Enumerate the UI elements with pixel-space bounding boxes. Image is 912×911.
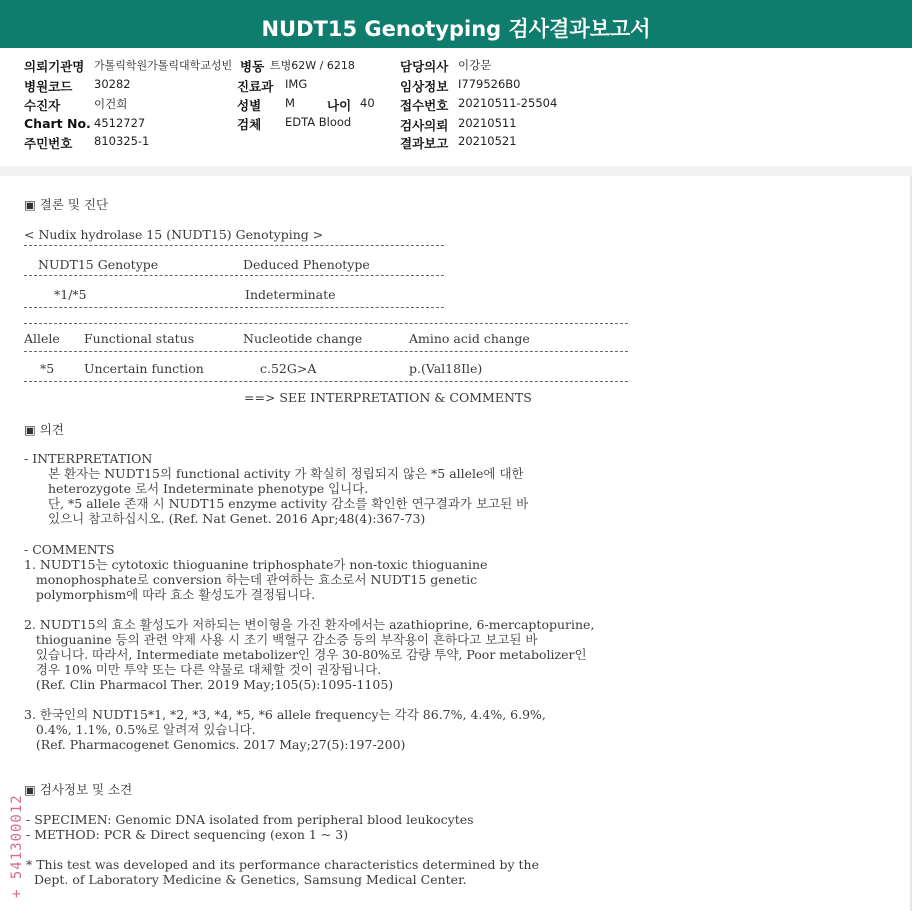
department-value: IMG: [285, 77, 308, 91]
test-request-label: 검사의뢰: [400, 118, 449, 133]
comment-line: 0.4%, 1.1%, 0.5%로 알려져 있습니다.: [24, 722, 256, 737]
receipt-no-value: 20210511-25504: [458, 96, 558, 110]
divider: [24, 351, 628, 352]
interpretation-line: 있으니 참고하십시오. (Ref. Nat Genet. 2016 Apr;48(4):367-73): [48, 511, 426, 526]
comment-line: (Ref. Pharmacogenet Genomics. 2017 May;27(5):197-200): [24, 737, 406, 752]
comment-line: 경우 10% 미만 투약 또는 다른 약물로 대체할 것이 권장됩니다.: [24, 662, 382, 677]
divider: [24, 245, 444, 246]
section-conclusion-heading: ▣ 결론 및 진단: [24, 197, 109, 212]
divider: [24, 323, 628, 324]
comment-line: 3. 한국인의 NUDT15*1, *2, *3, *4, *5, *6 allele frequency는 각각 86.7%, 4.4%, 6.9%,: [24, 707, 546, 722]
header-separator: [0, 166, 912, 176]
clinical-info-label: 임상정보: [400, 79, 449, 94]
disclaimer-line: Dept. of Laboratory Medicine & Genetics, Samsung Medical Center.: [26, 872, 467, 887]
hospital-code-value: 30282: [94, 77, 131, 91]
comment-line: (Ref. Clin Pharmacol Ther. 2019 May;105(5):1095-1105): [24, 677, 394, 692]
sex-value: M: [285, 96, 295, 110]
interpretation-line: heterozygote 로서 Indeterminate phenotype 입니다.: [48, 481, 369, 496]
test-request-value: 20210511: [458, 116, 517, 130]
report-body: [0, 176, 912, 911]
genotype-value: *1/*5: [54, 287, 87, 302]
allele-value: *5: [40, 361, 55, 376]
phenotype-value: Indeterminate: [245, 287, 336, 302]
comment-line: thioguanine 등의 관련 약제 사용 시 조기 백혈구 감소증 등의 부작용이 흔하다고 보고된 바: [24, 632, 538, 647]
ward-value: 트병62W / 6218: [270, 59, 355, 72]
disclaimer-line: * This test was developed and its performance characteristics determined by the: [26, 857, 539, 872]
patient-name-value: 이건희: [94, 97, 128, 111]
amino-acid-change-value: p.(Val18Ile): [409, 361, 483, 376]
clinical-info-value: I779526B0: [458, 77, 521, 91]
result-report-value: 20210521: [458, 134, 517, 148]
sex-label: 성별: [237, 98, 262, 113]
barcode-text: + 541300012: [9, 794, 25, 898]
doctor-label: 담당의사: [400, 59, 449, 74]
patient-name-label: 수진자: [24, 98, 61, 113]
comment-line: 1. NUDT15는 cytotoxic thioguanine triphosphate가 non-toxic thioguanine: [24, 557, 488, 572]
specimen-line: - SPECIMEN: Genomic DNA isolated from peripheral blood leukocytes: [26, 812, 474, 827]
hospital-value: 가톨릭학원가톨릭대학교성빈: [94, 59, 233, 72]
specimen-label: 검체: [237, 117, 262, 132]
age-label: 나이: [327, 98, 352, 113]
see-comments-note: ==> SEE INTERPRETATION & COMMENTS: [244, 390, 532, 405]
nucleotide-change-header: Nucleotide change: [243, 331, 363, 346]
comment-line: 2. NUDT15의 효소 활성도가 저하되는 변이형을 가진 환자에서는 azathioprine, 6-mercaptopurine,: [24, 617, 595, 632]
resident-no-value: 810325-1: [94, 134, 150, 148]
receipt-no-label: 접수번호: [400, 98, 449, 113]
interpretation-line: 본 환자는 NUDT15의 functional activity 가 확실히 정립되지 않은 *5 allele에 대한: [48, 466, 524, 481]
comments-title: - COMMENTS: [24, 542, 115, 557]
result-report-label: 결과보고: [400, 136, 449, 151]
patient-info-header: [0, 48, 912, 167]
section-opinion-heading: ▣ 의견: [24, 422, 64, 437]
genotype-header: NUDT15 Genotype: [38, 257, 159, 272]
resident-no-label: 주민번호: [24, 136, 73, 151]
functional-status-value: Uncertain function: [84, 361, 204, 376]
nucleotide-change-value: c.52G>A: [260, 361, 317, 376]
interpretation-title: - INTERPRETATION: [24, 451, 153, 466]
method-line: - METHOD: PCR & Direct sequencing (exon 1 ~ 3): [26, 827, 349, 842]
comment-line: 있습니다. 따라서, Intermediate metabolizer인 경우 30-80%로 감량 투약, Poor metabolizer인: [24, 647, 587, 662]
section-test-info-heading: ▣ 검사정보 및 소견: [24, 782, 133, 797]
age-value: 40: [360, 96, 375, 110]
test-name: < Nudix hydrolase 15 (NUDT15) Genotyping >: [24, 227, 324, 242]
hospital-label: 의뢰기관명: [24, 59, 85, 74]
functional-status-header: Functional status: [84, 331, 195, 346]
comment-line: polymorphism에 따라 효소 활성도가 결정됩니다.: [24, 587, 316, 602]
phenotype-header: Deduced Phenotype: [243, 257, 370, 272]
chart-no-label: Chart No.: [24, 116, 91, 131]
divider: [24, 307, 444, 308]
ward-label: 병동: [240, 59, 265, 74]
allele-header: Allele: [24, 331, 60, 346]
divider: [24, 381, 628, 382]
hospital-code-label: 병원코드: [24, 79, 73, 94]
report-title: NUDT15 Genotyping 검사결과보고서: [0, 0, 912, 48]
comment-line: monophosphate로 conversion 하는데 관여하는 효소로서 NUDT15 genetic: [24, 572, 478, 587]
interpretation-line: 단, *5 allele 존재 시 NUDT15 enzyme activity 감소를 확인한 연구결과가 보고된 바: [48, 496, 529, 511]
doctor-value: 이강문: [458, 58, 492, 72]
amino-acid-change-header: Amino acid change: [409, 331, 530, 346]
barcode-number: [2, 755, 26, 905]
specimen-value: EDTA Blood: [285, 115, 352, 129]
chart-no-value: 4512727: [94, 116, 146, 130]
department-label: 진료과: [237, 79, 274, 94]
divider: [24, 275, 444, 276]
